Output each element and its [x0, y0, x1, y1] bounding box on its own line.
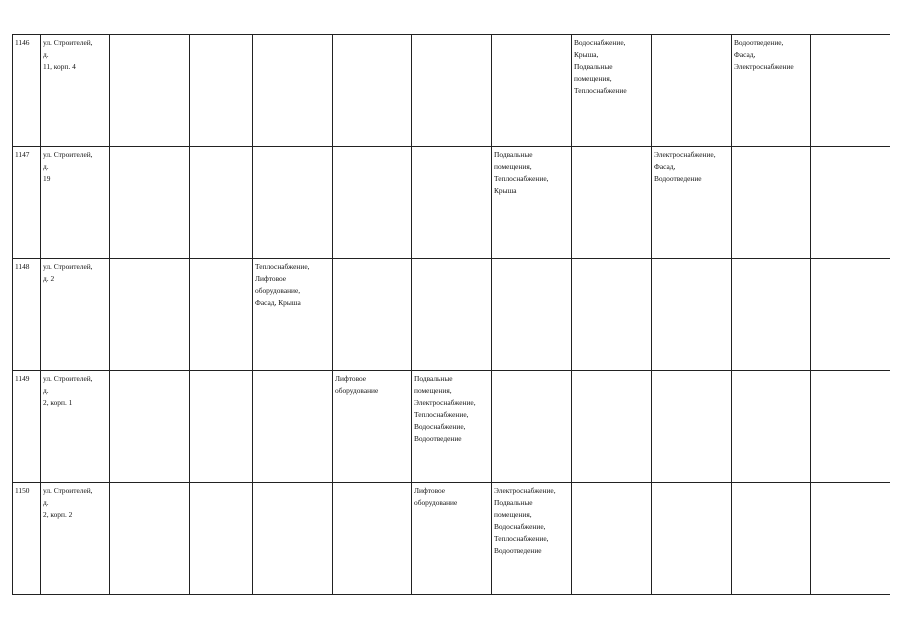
work-type-cell — [253, 259, 333, 371]
work-type-cell — [652, 259, 732, 371]
row-number: 1147 — [15, 150, 30, 159]
work-type-cell — [253, 35, 333, 147]
work-type-cell — [190, 483, 253, 595]
work-type-text: Водоснабжение, Крыша, Подвальные помещения, Теплоснабжение — [574, 38, 627, 95]
work-type-cell — [572, 35, 652, 147]
work-type-text: Водоотведение, Фасад, Электроснабжение — [734, 38, 794, 71]
work-type-cell — [572, 371, 652, 483]
table-row — [13, 483, 890, 595]
row-number: 1149 — [15, 374, 30, 383]
work-type-cell — [110, 259, 190, 371]
work-type-cell — [110, 147, 190, 259]
address-cell — [41, 147, 110, 259]
work-type-text: Подвальные помещения, Электроснабжение, Теплоснабжение, Водоснабжение, Водоотведение — [414, 374, 476, 443]
work-type-cell — [412, 147, 492, 259]
document-table — [12, 34, 890, 595]
work-type-cell — [811, 371, 890, 483]
work-type-text: Лифтовое оборудование — [335, 374, 379, 395]
address-cell — [41, 35, 110, 147]
work-type-cell — [333, 147, 412, 259]
table-row — [13, 35, 890, 147]
work-type-cell — [811, 147, 890, 259]
row-number: 1146 — [15, 38, 30, 47]
work-type-cell — [110, 371, 190, 483]
work-type-cell — [333, 259, 412, 371]
row-number-cell — [13, 483, 41, 595]
work-type-cell — [190, 147, 253, 259]
work-type-cell — [412, 483, 492, 595]
address-cell — [41, 259, 110, 371]
work-type-text: Лифтовое оборудование — [414, 486, 458, 507]
work-type-cell — [652, 371, 732, 483]
work-type-cell — [412, 259, 492, 371]
work-type-cell — [492, 259, 572, 371]
work-type-cell — [190, 259, 253, 371]
address-text: ул. Строителей, д. 2 — [43, 262, 93, 283]
work-type-cell — [732, 483, 811, 595]
address-text: ул. Строителей, д. 11, корп. 4 — [43, 38, 93, 71]
work-type-cell — [732, 35, 811, 147]
work-type-cell — [572, 147, 652, 259]
work-type-cell — [333, 371, 412, 483]
work-type-cell — [492, 483, 572, 595]
work-type-cell — [811, 259, 890, 371]
row-number: 1150 — [15, 486, 30, 495]
row-number-cell — [13, 259, 41, 371]
work-type-cell — [110, 35, 190, 147]
work-type-cell — [492, 371, 572, 483]
work-type-cell — [732, 371, 811, 483]
work-type-cell — [572, 483, 652, 595]
work-type-cell — [732, 259, 811, 371]
work-type-cell — [412, 371, 492, 483]
work-type-cell — [412, 35, 492, 147]
work-type-text: Подвальные помещения, Теплоснабжение, Крыша — [494, 150, 549, 195]
work-type-text: Электроснабжение, Подвальные помещения, Водоснабжение, Теплоснабжение, Водоотведение — [494, 486, 556, 555]
work-type-cell — [811, 35, 890, 147]
address-text: ул. Строителей, д. 2, корп. 1 — [43, 374, 93, 407]
work-type-text: Электроснабжение, Фасад, Водоотведение — [654, 150, 716, 183]
work-type-cell — [652, 35, 732, 147]
work-type-cell — [253, 147, 333, 259]
work-type-cell — [253, 483, 333, 595]
work-type-cell — [110, 483, 190, 595]
work-type-cell — [492, 35, 572, 147]
row-number-cell — [13, 147, 41, 259]
table-row — [13, 147, 890, 259]
address-text: ул. Строителей, д. 2, корп. 2 — [43, 486, 93, 519]
work-type-cell — [652, 147, 732, 259]
table-row — [13, 371, 890, 483]
work-type-cell — [652, 483, 732, 595]
work-type-cell — [333, 35, 412, 147]
work-type-cell — [811, 483, 890, 595]
work-type-cell — [492, 147, 572, 259]
work-type-cell — [190, 371, 253, 483]
address-text: ул. Строителей, д. 19 — [43, 150, 93, 183]
work-type-cell — [253, 371, 333, 483]
address-cell — [41, 371, 110, 483]
row-number-cell — [13, 35, 41, 147]
work-type-text: Теплоснабжение, Лифтовое оборудование, Фасад, Крыша — [255, 262, 310, 307]
row-number-cell — [13, 371, 41, 483]
table-row — [13, 259, 890, 371]
work-type-cell — [333, 483, 412, 595]
work-type-cell — [572, 259, 652, 371]
work-type-cell — [732, 147, 811, 259]
address-cell — [41, 483, 110, 595]
work-type-cell — [190, 35, 253, 147]
row-number: 1148 — [15, 262, 30, 271]
